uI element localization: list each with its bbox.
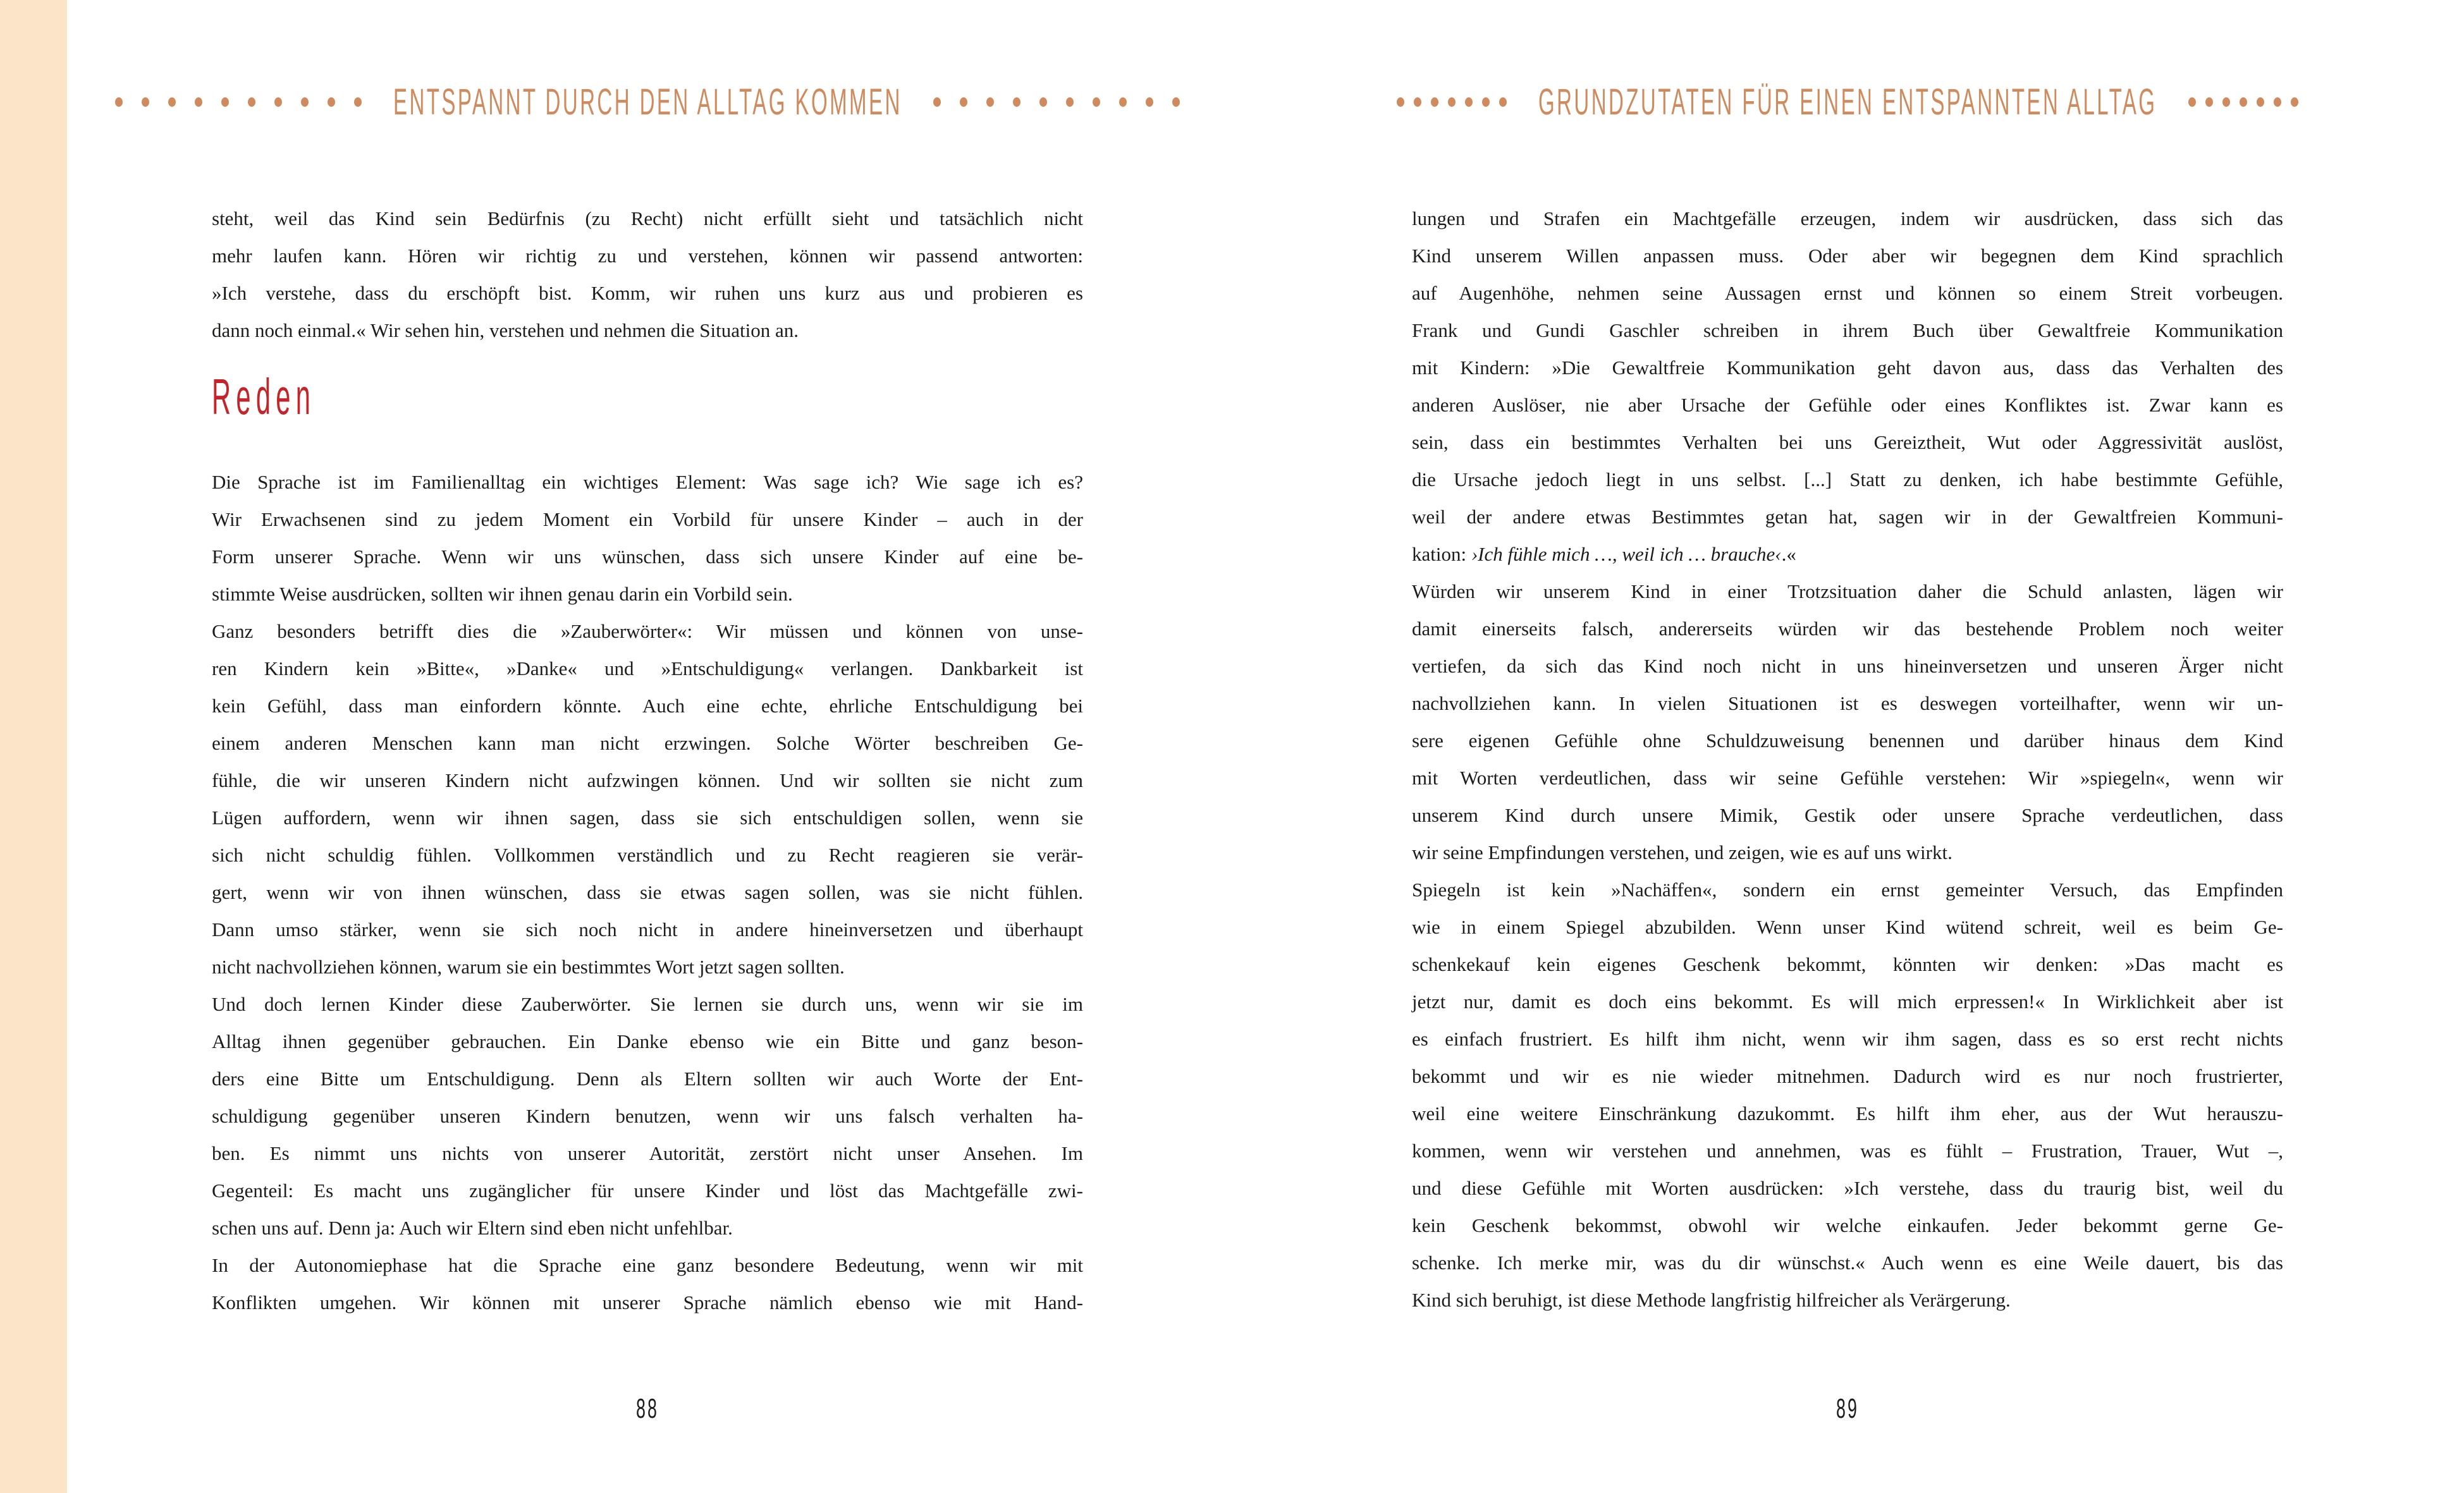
paragraph	[1412, 871, 2283, 1319]
header-dots-right	[2188, 97, 2298, 107]
header-dot	[933, 97, 941, 107]
text-line: einem anderen Menschen kann man nicht erzwingen. Solche Wörter beschreiben Ge-	[212, 732, 1083, 754]
header-dot	[1482, 97, 1490, 107]
paragraph	[212, 1246, 1083, 1321]
header-dot	[1448, 97, 1456, 107]
text-line: bekommt und wir es nie wieder mitnehmen. Dadurch wird es nur noch frustrierter,	[1412, 1065, 2283, 1087]
text-line: schenkekauf kein eigenes Geschenk bekommt, könnten wir denken: »Das macht es	[1412, 953, 2283, 975]
text-line: lungen und Strafen ein Machtgefälle erzeugen, indem wir ausdrücken, dass sich das	[1412, 207, 2283, 229]
header-dot	[2240, 97, 2247, 107]
running-header-left	[212, 81, 1083, 123]
text-line: Gegenteil: Es macht uns zugänglicher für unsere Kinder und löst das Machtgefälle zwi-	[212, 1179, 1083, 1202]
running-header-right	[1412, 81, 2283, 123]
header-dot	[1013, 97, 1021, 107]
text-line: kommen, wenn wir verstehen und annehmen, was es fühlt – Frustration, Trauer, Wut –,	[1412, 1140, 2283, 1162]
text-line: dann noch einmal.« Wir sehen hin, verstehen und nehmen die Situation an.	[212, 319, 799, 341]
text-line: Lügen auffordern, wenn wir ihnen sagen, dass sie sich entschuldigen sollen, wenn sie	[212, 807, 1083, 829]
text-line: und diese Gefühle mit Worten ausdrücken: »Ich verstehe, dass du traurig bist, weil du	[1412, 1177, 2283, 1199]
page-number-text: 88	[636, 1393, 659, 1424]
page-number-right	[1412, 1393, 2283, 1425]
text-line: Spiegeln ist kein »Nachäffen«, sondern ein ernst gemeinter Versuch, das Empfinden	[1412, 879, 2283, 901]
body-text-right	[1412, 200, 2283, 1319]
header-dot	[1119, 97, 1127, 107]
text-line: es einfach frustriert. Es hilft ihm nicht, wenn wir ihm sagen, dass es so erst recht nichts	[1412, 1028, 2283, 1050]
text-line: weil eine weitere Einschränkung dazukommt. Es hilft ihm eher, aus der Wut herauszu-	[1412, 1102, 2283, 1124]
text-line: kein Gefühl, dass man einfordern könnte. Auch eine echte, ehrliche Entschuldigung bei	[212, 695, 1083, 717]
text-line: ders eine Bitte um Entschuldigung. Denn als Eltern sollten wir auch Worte der Ent-	[212, 1068, 1083, 1090]
header-dot	[1499, 97, 1507, 107]
text-line: steht, weil das Kind sein Bedürfnis (zu Recht) nicht erfüllt sieht und tatsächlich nicht	[212, 207, 1083, 229]
text-line: Wir Erwachsenen sind zu jedem Moment ein Vorbild für unsere Kinder – auch in der	[212, 508, 1083, 530]
paragraph	[1412, 573, 2283, 871]
header-dots-right	[933, 97, 1180, 107]
header-dot	[2274, 97, 2281, 107]
page-number-text: 89	[1836, 1393, 1859, 1424]
text-line: Konflikten umgehen. Wir können mit unserer Sprache nämlich ebenso wie mit Hand-	[212, 1291, 1083, 1313]
header-dot	[2257, 97, 2264, 107]
text-line: »Ich verstehe, dass du erschöpft bist. Komm, wir ruhen uns kurz aus und probieren es	[212, 282, 1083, 304]
text-line: wir seine Empfindungen verstehen, und zeigen, wie es auf uns wirkt.	[1412, 841, 1952, 863]
text-line: stimmte Weise ausdrücken, sollten wir ihnen genau darin ein Vorbild sein.	[212, 583, 793, 605]
header-dot	[1414, 97, 1421, 107]
text-line: Ganz besonders betrifft dies die »Zauberwörter«: Wir müssen und können von unse-	[212, 620, 1083, 642]
section-heading-text: Reden	[212, 369, 316, 425]
header-dot	[1397, 97, 1404, 107]
header-dot	[142, 97, 149, 107]
header-dot	[986, 97, 994, 107]
header-dot	[354, 97, 362, 107]
header-dot	[195, 97, 202, 107]
header-dots-left	[115, 97, 362, 107]
paragraph	[212, 612, 1083, 985]
text-line: mit Kindern: »Die Gewaltfreie Kommunikation geht davon aus, dass das Verhalten des	[1412, 356, 2283, 379]
text-line: ren Kindern kein »Bitte«, »Danke« und »Entschuldigung« verlangen. Dankbarkeit ist	[212, 657, 1083, 679]
text-line: schenke. Ich merke mir, was du dir wünschst.« Auch wenn es eine Weile dauert, bis das	[1412, 1252, 2283, 1274]
header-dot	[248, 97, 255, 107]
text-line: mehr laufen kann. Hören wir richtig zu und verstehen, können wir passend antworten:	[212, 245, 1083, 267]
paragraph	[212, 985, 1083, 1246]
text-line: vertiefen, da sich das Kind noch nicht in uns hineinversetzen und unseren Ärger nicht	[1412, 655, 2283, 677]
text-line: Frank und Gundi Gaschler schreiben in ihrem Buch über Gewaltfreie Kommunikation	[1412, 319, 2283, 341]
header-title-left: ENTSPANNT DURCH DEN ALLTAG KOMMEN	[393, 82, 902, 123]
header-dot	[1172, 97, 1180, 107]
page-right	[1412, 0, 2283, 1493]
text-line: wie in einem Spiegel abzubilden. Wenn unser Kind wütend schreit, weil es beim Ge-	[1412, 916, 2283, 938]
header-dot	[1431, 97, 1438, 107]
page-left	[212, 0, 1083, 1493]
text-line: nachvollziehen kann. In vielen Situationen ist es deswegen vorteilhafter, wenn wir un-	[1412, 692, 2283, 714]
text-line: unserem Kind durch unsere Mimik, Gestik oder unsere Sprache verdeutlichen, dass	[1412, 804, 2283, 826]
header-dot	[2188, 97, 2196, 107]
text-line: sere eigenen Gefühle ohne Schuldzuweisung benennen und darüber hinaus dem Kind	[1412, 729, 2283, 752]
text-line: Alltag ihnen gegenüber gebrauchen. Ein Danke ebenso wie ein Bitte und ganz beson-	[212, 1030, 1083, 1052]
header-dot	[328, 97, 335, 107]
text-line: Kind unserem Willen anpassen muss. Oder aber wir begegnen dem Kind sprachlich	[1412, 245, 2283, 267]
text-line: fühle, die wir unseren Kindern nicht aufzwingen können. Und wir sollten sie nicht zum	[212, 769, 1083, 791]
header-dot	[1066, 97, 1074, 107]
body-text-left	[212, 200, 1083, 1321]
text-line: Kind sich beruhigt, ist diese Methode langfristig hilfreicher als Verärgerung.	[1412, 1289, 2011, 1311]
page-number-left	[212, 1393, 1083, 1425]
text-line: nicht nachvollziehen können, warum sie ein bestimmtes Wort jetzt sagen sollten.	[212, 956, 845, 978]
header-dot	[1146, 97, 1153, 107]
text-line: anderen Auslöser, nie aber Ursache der Gefühle oder eines Konfliktes ist. Zwar kann es	[1412, 394, 2283, 416]
text-line: Und doch lernen Kinder diese Zauberwörter. Sie lernen sie durch uns, wenn wir sie im	[212, 993, 1083, 1015]
text-line: schuldigung gegenüber unseren Kindern benutzen, wenn wir uns falsch verhalten ha-	[212, 1105, 1083, 1127]
header-dot	[168, 97, 176, 107]
header-dots-left	[1397, 97, 1507, 107]
page-edge-strip	[0, 0, 67, 1493]
text-line: die Ursache jedoch liegt in uns selbst. [...] Statt zu denken, ich habe bestimmte Gefühle,	[1412, 468, 2283, 491]
text-line: auf Augenhöhe, nehmen seine Aussagen ernst und können so einem Streit vorbeugen.	[1412, 282, 2283, 304]
header-dot	[960, 97, 967, 107]
text-line: sein, dass ein bestimmtes Verhalten bei uns Gereiztheit, Wut oder Aggressivität auslöst,	[1412, 431, 2283, 453]
header-dot	[221, 97, 229, 107]
text-line: Die Sprache ist im Familienalltag ein wichtiges Element: Was sage ich? Wie sage ich es?	[212, 471, 1083, 493]
header-dot	[274, 97, 282, 107]
paragraph	[1412, 200, 2283, 573]
text-line: Form unserer Sprache. Wenn wir uns wünschen, dass sich unsere Kinder auf eine be-	[212, 545, 1083, 568]
paragraph	[212, 200, 1083, 349]
text-line: sich nicht schuldig fühlen. Vollkommen verständlich und zu Recht reagieren sie verär-	[212, 844, 1083, 866]
header-title-right: GRUNDZUTATEN FÜR EINEN ENTSPANNTEN ALLTAG	[1538, 82, 2157, 123]
text-line: ben. Es nimmt uns nichts von unserer Autorität, zerstört nicht unser Ansehen. Im	[212, 1142, 1083, 1164]
text-line: kation: ›Ich fühle mich …, weil ich … brauche‹.«	[1412, 543, 1796, 565]
header-dot	[301, 97, 309, 107]
text-line: damit einerseits falsch, andererseits würden wir das bestehende Problem noch weiter	[1412, 618, 2283, 640]
header-dot	[1093, 97, 1100, 107]
text-line: weil der andere etwas Bestimmtes getan hat, sagen wir in der Gewaltfreien Kommuni-	[1412, 506, 2283, 528]
text-line: mit Worten verdeutlichen, dass wir seine Gefühle verstehen: Wir »spiegeln«, wenn wir	[1412, 767, 2283, 789]
header-dot	[2222, 97, 2230, 107]
header-dot	[2205, 97, 2213, 107]
paragraph	[212, 463, 1083, 612]
header-dot	[115, 97, 123, 107]
text-line: jetzt nur, damit es doch eins bekommt. Es will mich erpressen!« In Wirklichkeit aber ist	[1412, 990, 2283, 1013]
header-dot	[1039, 97, 1047, 107]
text-line: kein Geschenk bekommst, obwohl wir welche einkaufen. Jeder bekommt gerne Ge-	[1412, 1214, 2283, 1236]
text-line: Würden wir unserem Kind in einer Trotzsituation daher die Schuld anlasten, lägen wir	[1412, 580, 2283, 602]
text-line: schen uns auf. Denn ja: Auch wir Eltern sind eben nicht unfehlbar.	[212, 1217, 733, 1239]
text-line: In der Autonomiephase hat die Sprache eine ganz besondere Bedeutung, wenn wir mit	[212, 1254, 1083, 1276]
section-heading	[212, 367, 1083, 438]
text-line: Dann umso stärker, wenn sie sich noch nicht in andere hineinversetzen und überhaupt	[212, 918, 1083, 941]
header-dot	[2291, 97, 2298, 107]
text-line: gert, wenn wir von ihnen wünschen, dass sie etwas sagen sollen, was sie nicht fühlen.	[212, 881, 1083, 903]
header-dot	[1465, 97, 1473, 107]
